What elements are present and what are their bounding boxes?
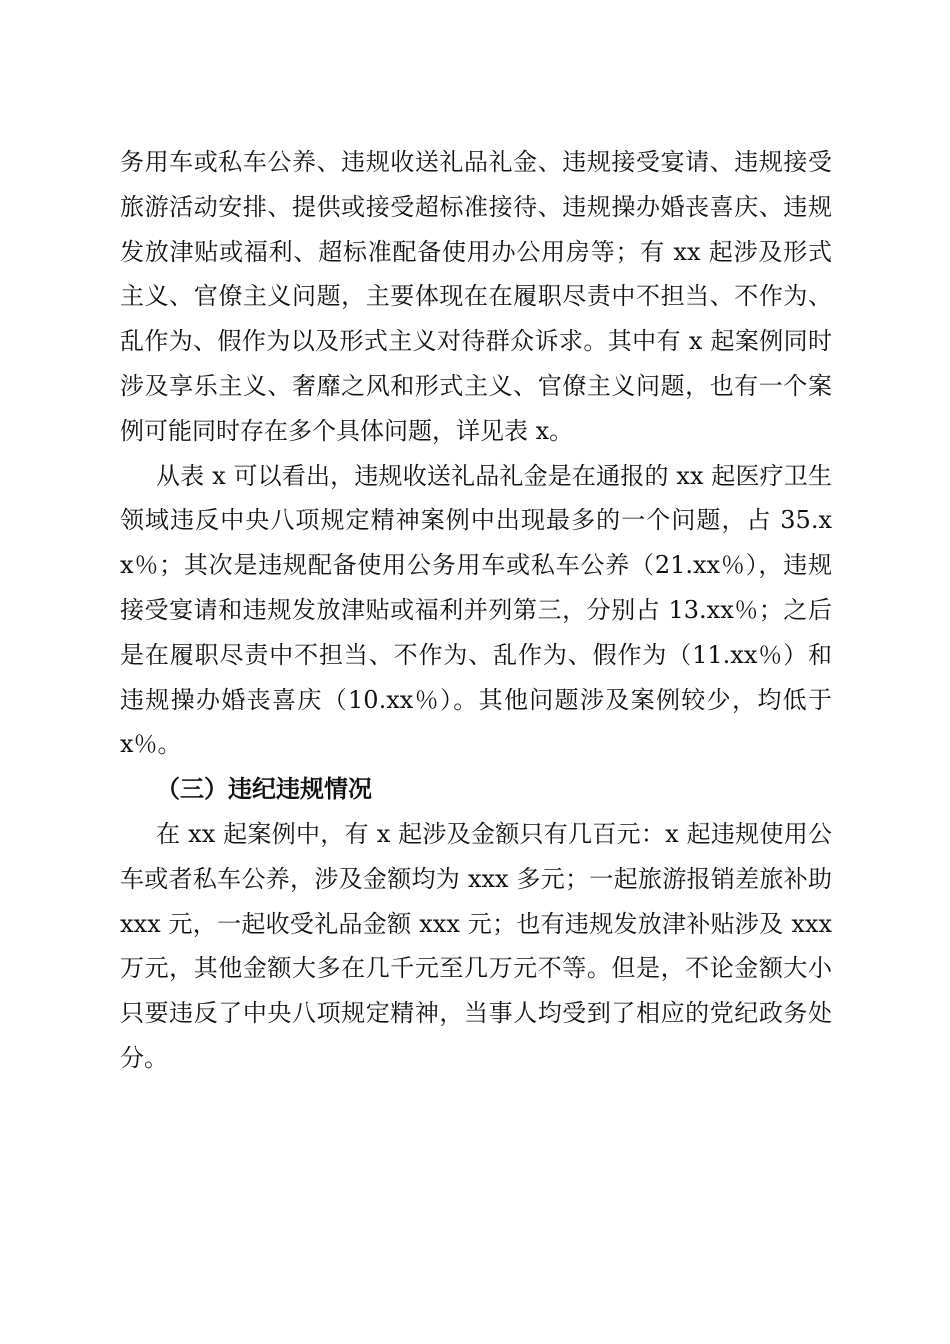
paragraph-table-analysis: 从表 x 可以看出，违规收送礼品礼金是在通报的 xx 起医疗卫生领域违反中央八项规定精神案例中出现最多的一个问题，占 35.xx％；其次是违规配备使用公务用车或私车公养（21.xx％），违规接受宴请和违规发放津贴或福利并列第三，分别占 13.xx％；之后是在履职尽责中不担当、不作为、乱作为、假作为（11.xx％）和违规操办婚丧喜庆（10.xx％）。其他问题涉及案例较少，均低于 x％。	[120, 461, 832, 759]
section-heading-violations: （三）违纪违规情况	[156, 774, 372, 804]
paragraph-continued-case-types: 务用车或私车公养、违规收送礼品礼金、违规接受宴请、违规接受旅游活动安排、提供或接受超标准接待、违规操办婚丧喜庆、违规发放津贴或福利、超标准配备使用办公用房等；有 xx 起涉及形式主义、官僚主义问题，主要体现在在履职尽责中不担当、不作为、乱作为、假作为以及形式主义对待群众诉求。其中有 x 起案例同时涉及享乐主义、奢靡之风和形式主义、官僚主义问题，也有一个案例可能同时存在多个具体问题，详见表 x。	[120, 148, 832, 445]
document-body	[120, 140, 832, 1081]
paragraph-violation-amounts: 在 xx 起案例中，有 x 起涉及金额只有几百元：x 起违规使用公车或者私车公养，涉及金额均为 xxx 多元；一起旅游报销差旅补助 xxx 元，一起收受礼品金额 xxx 元；也有违规发放津补贴涉及 xxx 万元，其他金额大多在几千元至几万元不等。但是，不论金额大小只要违反了中央八项规定精神，当事人均受到了相应的党纪政务处分。	[120, 819, 832, 1072]
